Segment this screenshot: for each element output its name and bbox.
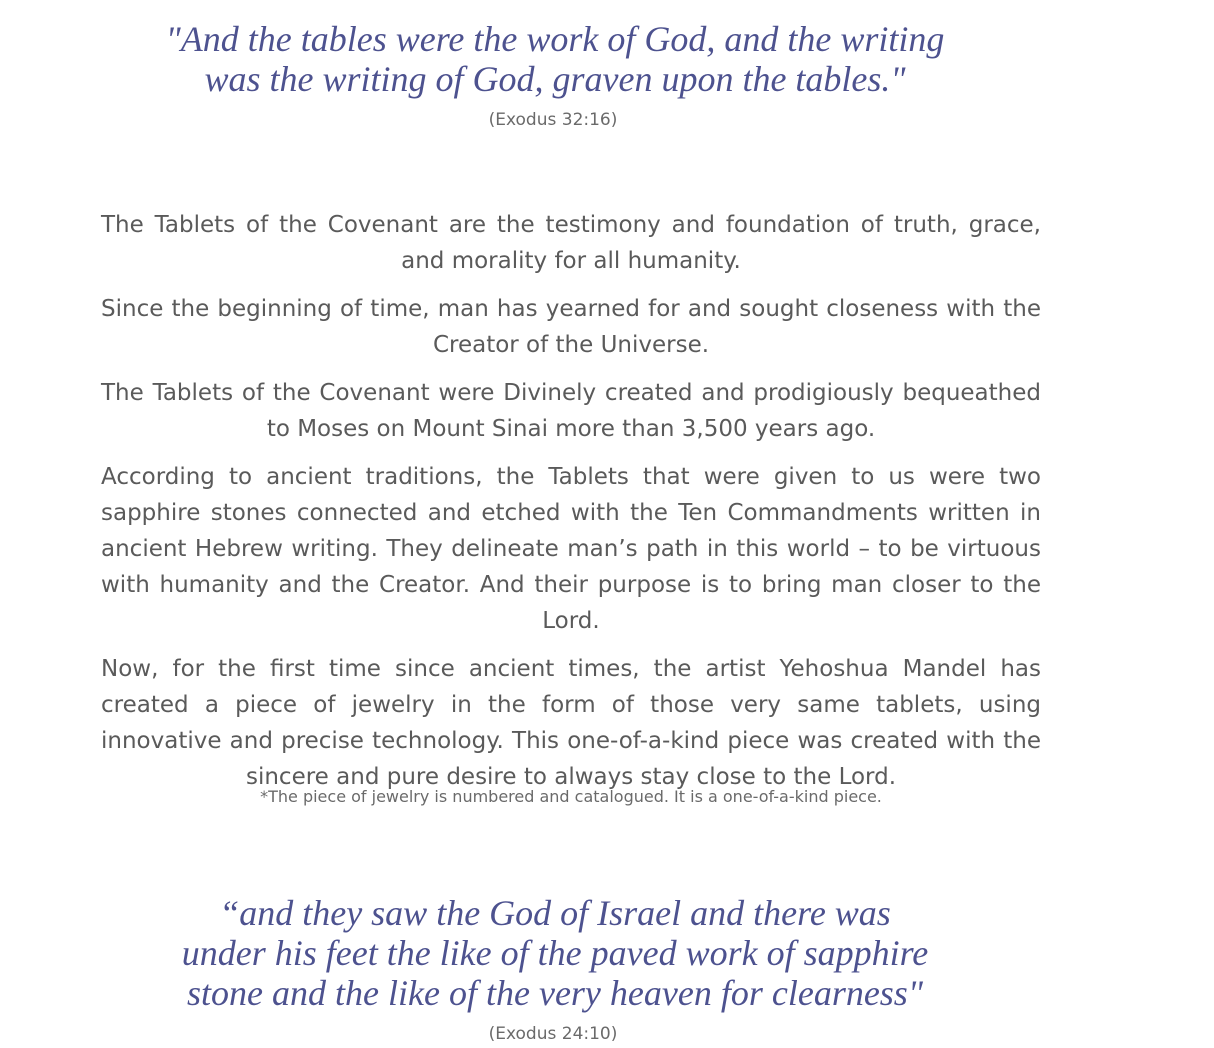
paragraph-beginning-of-time: Since the beginning of time, man has yearned for and sought closeness with the Creator of the Universe. [101, 296, 1041, 358]
bottom-quote-citation: (Exodus 24:10) [488, 1024, 618, 1044]
bottom-quote-line-3: stone and the like of the very heaven for clearness" [187, 973, 923, 1013]
top-quote [0, 19, 1110, 99]
paragraph-ancient-traditions: According to ancient traditions, the Tablets that were given to us were two sapphire stones connected and etched with the Ten Commandments written in ancient Hebrew writing. They delineate man’s path in this world – to be virtuous with humanity and the Creator. And their purpose is to bring man closer to the Lord. [101, 464, 1041, 634]
body-text [101, 207, 1041, 807]
paragraph-artist-creation: Now, for the first time since ancient times, the artist Yehoshua Mandel has created a piece of jewelry in the form of those very same tablets, using innovative and precise technology. This one-of-a-kind piece was created with the sincere and pure desire to always stay close to the Lord. [101, 656, 1041, 790]
paragraph-mount-sinai: The Tablets of the Covenant were Divinely created and prodigiously bequeathed to Moses on Mount Sinai more than 3,500 years ago. [101, 380, 1041, 442]
bottom-quote-line-2: under his feet the like of the paved work of sapphire [181, 933, 929, 973]
footnote: *The piece of jewelry is numbered and catalogued. It is a one-of-a-kind piece. [260, 787, 882, 806]
bottom-quote [0, 893, 1110, 1013]
top-quote-citation: (Exodus 32:16) [488, 110, 618, 130]
top-quote-line-2: was the writing of God, graven upon the tables." [204, 59, 906, 99]
paragraph-covenant-testimony: The Tablets of the Covenant are the testimony and foundation of truth, grace, and morality for all humanity. [101, 212, 1041, 274]
bottom-quote-line-1: “and they saw the God of Israel and there was [219, 893, 891, 933]
top-quote-line-1: "And the tables were the work of God, and the writing [165, 19, 945, 59]
